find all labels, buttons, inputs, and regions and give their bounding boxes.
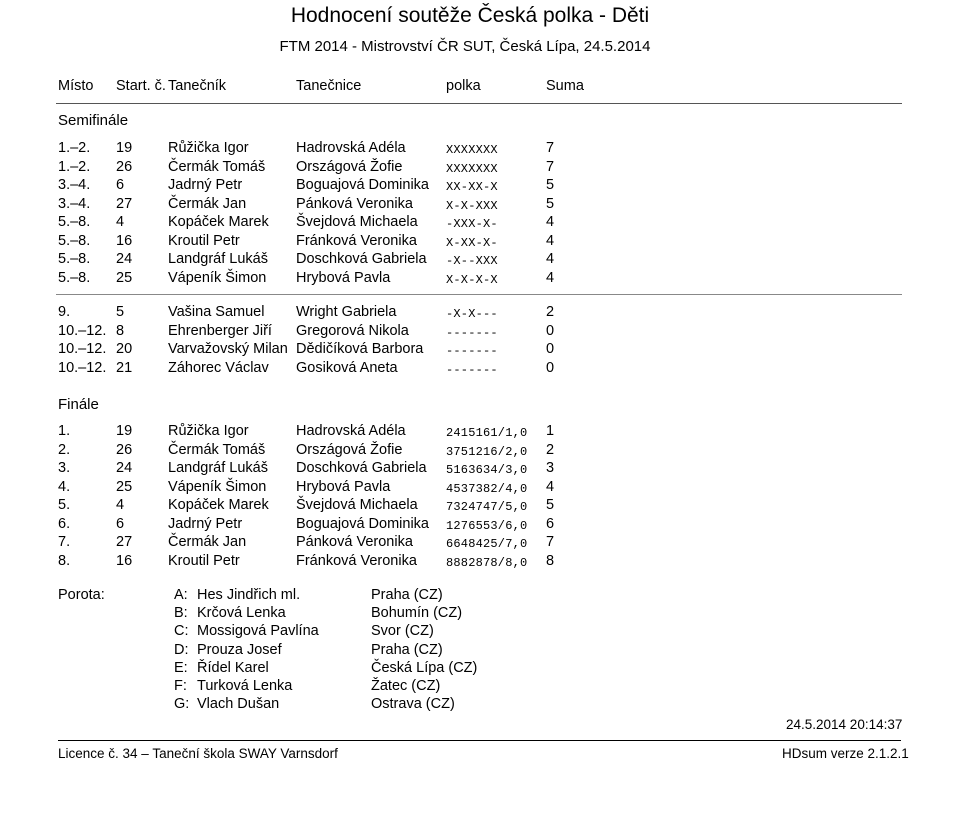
cell-tanecnik: Jadrný Petr <box>168 177 243 193</box>
cell-polka: ------- <box>446 362 498 377</box>
cell-start: 25 <box>116 269 133 286</box>
cell-misto: 5. <box>58 497 71 513</box>
judge-name: Mossigová Pavlína <box>197 623 319 640</box>
cell-suma: 2 <box>546 441 555 458</box>
cell-misto: 3.–4. <box>58 177 91 193</box>
judge-name: Turková Lenka <box>197 678 293 694</box>
judge-letter: E: <box>174 659 188 676</box>
cell-tanecnik: Jadrný Petr <box>168 515 243 532</box>
judge-name: Krčová Lenka <box>197 605 286 622</box>
table-row <box>0 423 960 441</box>
cell-polka: 3751216/2,0 <box>446 444 528 459</box>
table-row <box>0 177 960 195</box>
cell-suma: 1 <box>546 423 555 439</box>
cell-tanecnik: Kroutil Petr <box>168 552 240 569</box>
cell-polka: XXXXXXX <box>446 143 498 157</box>
cell-polka: X-X-X-X <box>446 272 498 287</box>
table-row <box>0 323 960 341</box>
cell-tanecnik: Čermák Tomáš <box>168 158 266 175</box>
cell-start: 4 <box>116 214 125 230</box>
page-subtitle: FTM 2014 - Mistrovství ČR SUT, Česká Lípa, 24.5.2014 <box>279 38 651 55</box>
cell-suma: 0 <box>546 359 555 376</box>
table-row <box>0 360 960 378</box>
cell-suma: 2 <box>546 304 555 320</box>
header-polka: polka <box>446 78 481 94</box>
cell-polka: XXXXXXX <box>446 161 498 176</box>
cell-polka: 8882878/8,0 <box>446 555 528 570</box>
section-semifinale: Semifinále <box>58 112 129 129</box>
cell-suma: 7 <box>546 534 555 550</box>
cell-misto: 5.–8. <box>58 251 91 267</box>
cell-start: 25 <box>116 478 133 495</box>
cell-tanecnik: Kopáček Marek <box>168 214 269 230</box>
cell-tanecnik: Záhorec Václav <box>168 359 269 376</box>
cell-misto: 10.–12. <box>58 341 107 357</box>
judge-letter: A: <box>174 587 188 603</box>
judge-name: Hes Jindřich ml. <box>197 587 301 603</box>
cell-tanecnice: Boguajová Dominika <box>296 515 429 532</box>
judge-city: Praha (CZ) <box>371 641 443 658</box>
cell-tanecnik: Landgráf Lukáš <box>168 460 268 476</box>
cell-tanecnice: Hrybová Pavla <box>296 478 391 495</box>
cell-tanecnice: Švejdová Michaela <box>296 214 418 230</box>
cell-start: 8 <box>116 322 125 339</box>
cell-tanecnice: Boguajová Dominika <box>296 177 429 193</box>
cell-tanecnice: Gosiková Aneta <box>296 359 398 376</box>
cell-tanecnice: Pánková Veronika <box>296 534 413 550</box>
cell-polka: ------- <box>446 325 498 340</box>
cell-start: 24 <box>116 460 133 476</box>
cell-misto: 1. <box>58 423 71 439</box>
table-row <box>0 516 960 534</box>
cell-suma: 5 <box>546 177 555 193</box>
cell-polka: -XXX-X- <box>446 217 498 231</box>
judge-name: Řídel Karel <box>197 659 269 676</box>
cell-polka: 1276553/6,0 <box>446 518 528 533</box>
footer-licence: Licence č. 34 – Taneční škola SWAY Varnsdorf <box>58 746 338 761</box>
cell-suma: 4 <box>546 214 555 230</box>
cell-tanecnice: Országová Žofie <box>296 158 403 175</box>
cell-tanecnice: Pánková Veronika <box>296 195 413 212</box>
cell-start: 5 <box>116 304 125 320</box>
judge-name: Vlach Dušan <box>197 696 280 713</box>
cell-polka: X-X-XXX <box>446 198 498 213</box>
cell-tanecnik: Růžička Igor <box>168 423 249 439</box>
cell-start: 6 <box>116 177 125 193</box>
cell-tanecnice: Dědičíková Barbora <box>296 341 424 357</box>
porota-label: Porota: <box>58 587 105 603</box>
table-row <box>0 497 960 515</box>
cell-suma: 0 <box>546 322 555 339</box>
cell-start: 19 <box>116 423 133 439</box>
cell-polka: 5163634/3,0 <box>446 463 528 477</box>
cell-misto: 10.–12. <box>58 322 107 339</box>
cell-tanecnik: Ehrenberger Jiří <box>168 322 272 339</box>
header-suma: Suma <box>546 78 584 94</box>
cell-misto: 8. <box>58 552 71 569</box>
cell-misto: 5.–8. <box>58 214 91 230</box>
cell-start: 6 <box>116 515 125 532</box>
cell-tanecnik: Růžička Igor <box>168 140 249 156</box>
cell-misto: 5.–8. <box>58 269 91 286</box>
cell-misto: 9. <box>58 304 71 320</box>
cell-start: 4 <box>116 497 125 513</box>
cell-start: 26 <box>116 158 133 175</box>
cell-tanecnik: Landgráf Lukáš <box>168 251 268 267</box>
cell-misto: 3.–4. <box>58 195 91 212</box>
header-divider <box>56 103 902 104</box>
judge-letter: G: <box>174 696 190 713</box>
cell-start: 26 <box>116 441 133 458</box>
cell-polka: -X--XXX <box>446 254 498 268</box>
judge-city: Svor (CZ) <box>371 623 434 640</box>
table-row <box>0 341 960 359</box>
cell-misto: 5.–8. <box>58 232 91 249</box>
cell-start: 16 <box>116 552 133 569</box>
header-misto: Místo <box>58 78 94 94</box>
table-row <box>0 140 960 158</box>
table-row <box>0 479 960 497</box>
cell-misto: 10.–12. <box>58 359 107 376</box>
cell-tanecnik: Čermák Jan <box>168 534 247 550</box>
table-row <box>0 460 960 478</box>
cell-tanecnik: Čermák Jan <box>168 195 247 212</box>
judge-city: Žatec (CZ) <box>371 678 441 694</box>
judge-letter: D: <box>174 641 189 658</box>
table-row <box>0 251 960 269</box>
cell-suma: 0 <box>546 341 555 357</box>
judge-city: Bohumín (CZ) <box>371 605 463 622</box>
cell-tanecnice: Fránková Veronika <box>296 232 417 249</box>
cell-tanecnik: Kroutil Petr <box>168 232 240 249</box>
footer-divider <box>58 740 901 741</box>
cell-misto: 2. <box>58 441 71 458</box>
cell-suma: 5 <box>546 497 555 513</box>
cell-start: 24 <box>116 251 133 267</box>
cell-tanecnice: Švejdová Michaela <box>296 497 418 513</box>
page-title: Hodnocení soutěže Česká polka - Děti <box>290 4 650 27</box>
table-row <box>0 442 960 460</box>
table-row <box>0 304 960 322</box>
cell-polka: 2415161/1,0 <box>446 426 528 440</box>
header-tanecnik: Tanečník <box>168 78 227 94</box>
cell-polka: 6648425/7,0 <box>446 537 528 551</box>
cell-start: 21 <box>116 359 133 376</box>
cell-tanecnice: Hadrovská Adéla <box>296 140 406 156</box>
cell-tanecnik: Čermák Tomáš <box>168 441 266 458</box>
table-row <box>0 159 960 177</box>
cell-polka: XX-XX-X <box>446 180 498 194</box>
judge-letter: B: <box>174 605 188 622</box>
cell-tanecnice: Doschková Gabriela <box>296 460 427 476</box>
judge-city: Ostrava (CZ) <box>371 696 455 713</box>
cell-tanecnice: Hrybová Pavla <box>296 269 391 286</box>
table-row <box>0 270 960 288</box>
cell-suma: 6 <box>546 515 555 532</box>
cell-tanecnik: Vašina Samuel <box>168 304 265 320</box>
table-row <box>0 196 960 214</box>
cell-misto: 1.–2. <box>58 140 91 156</box>
table-row <box>0 214 960 232</box>
judge-city: Česká Lípa (CZ) <box>371 659 478 676</box>
cell-tanecnice: Hadrovská Adéla <box>296 423 406 439</box>
cell-suma: 7 <box>546 158 555 175</box>
cell-tanecnik: Vápeník Šimon <box>168 269 267 286</box>
timestamp: 24.5.2014 20:14:37 <box>786 717 903 732</box>
cell-misto: 7. <box>58 534 71 550</box>
cell-suma: 3 <box>546 460 555 476</box>
cell-suma: 7 <box>546 140 555 156</box>
cell-suma: 4 <box>546 251 555 267</box>
cell-misto: 6. <box>58 515 71 532</box>
cell-tanecnik: Varvažovský Milan <box>168 341 288 357</box>
header-start: Start. č. <box>116 78 166 94</box>
cell-misto: 1.–2. <box>58 158 91 175</box>
cell-start: 27 <box>116 534 133 550</box>
semifinale-divider <box>56 294 902 295</box>
cell-misto: 4. <box>58 478 71 495</box>
footer-version: HDsum verze 2.1.2.1 <box>782 746 909 761</box>
cell-polka: 7324747/5,0 <box>446 500 528 514</box>
cell-polka: X-XX-X- <box>446 235 498 250</box>
section-finale: Finále <box>58 396 99 413</box>
cell-tanecnice: Fránková Veronika <box>296 552 417 569</box>
cell-misto: 3. <box>58 460 71 476</box>
judge-letter: C: <box>174 623 189 640</box>
header-tanecnice: Tanečnice <box>296 78 362 94</box>
cell-start: 20 <box>116 341 133 357</box>
cell-suma: 8 <box>546 552 555 569</box>
cell-tanecnice: Doschková Gabriela <box>296 251 427 267</box>
cell-polka: ------- <box>446 344 498 358</box>
cell-start: 16 <box>116 232 133 249</box>
table-row <box>0 534 960 552</box>
cell-tanecnik: Kopáček Marek <box>168 497 269 513</box>
cell-tanecnice: Wright Gabriela <box>296 304 397 320</box>
cell-polka: -X-X--- <box>446 307 498 321</box>
cell-polka: 4537382/4,0 <box>446 481 528 496</box>
cell-tanecnice: Gregorová Nikola <box>296 322 409 339</box>
cell-tanecnik: Vápeník Šimon <box>168 478 267 495</box>
judge-name: Prouza Josef <box>197 641 282 658</box>
judge-city: Praha (CZ) <box>371 587 443 603</box>
cell-start: 27 <box>116 195 133 212</box>
cell-start: 19 <box>116 140 133 156</box>
cell-suma: 4 <box>546 478 555 495</box>
judge-letter: F: <box>174 678 187 694</box>
table-row <box>0 233 960 251</box>
cell-suma: 5 <box>546 195 555 212</box>
cell-tanecnice: Országová Žofie <box>296 441 403 458</box>
cell-suma: 4 <box>546 269 555 286</box>
cell-suma: 4 <box>546 232 555 249</box>
table-row <box>0 553 960 571</box>
